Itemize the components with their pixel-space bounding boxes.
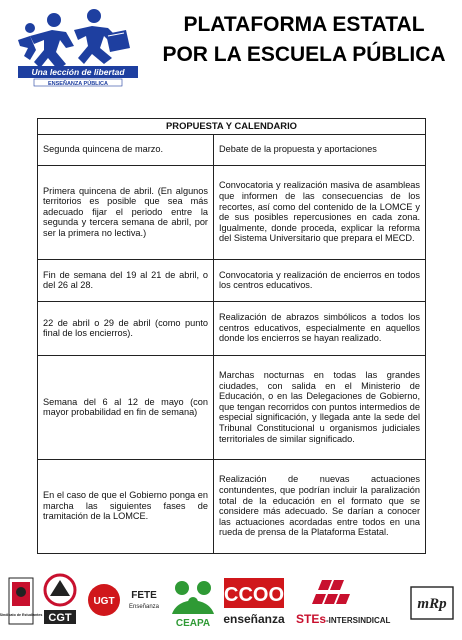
ceapa-text: CEAPA <box>175 618 211 629</box>
cgt-logo <box>40 572 80 632</box>
table-row <box>38 301 426 355</box>
page-title <box>150 10 458 70</box>
row-action: Realización de nuevas actuaciones contundentes, que podrían incluir la paralización total de la educación en el formato que se considere más adecuado. Se darían a conocer las actuaciones acordadas entre todos en una rueda de prensa de la Plataforma Estatal. <box>214 459 426 553</box>
ceapa-logo <box>168 574 218 632</box>
row-action: Convocatoria y realización de encierros en todos los centros educativos. <box>214 259 426 301</box>
ccoo-text: CCOO <box>224 584 284 606</box>
table-row <box>38 355 426 459</box>
row-date: En el caso de que el Gobierno ponga en marcha las siguientes fases de tramitación de la LOMCE. <box>38 459 214 553</box>
calendar-table <box>37 118 426 554</box>
logo-caption: Una lección de libertad <box>31 67 125 77</box>
table-row <box>38 134 426 165</box>
running-children-icon <box>8 6 148 96</box>
stes-subtext: -INTERSINDICAL <box>326 616 391 625</box>
row-action: Debate de la propuesta y aportaciones <box>214 134 426 165</box>
ugt-text: UGT <box>93 596 115 607</box>
table-row <box>38 259 426 301</box>
table-header-row <box>38 119 426 135</box>
row-date: Primera quincena de abril. (En algunos territorios es posible que sea más adecuado fijar el periodo entre la segunda y tercera semana de abril, por ser la primera no lectiva.) <box>38 165 214 259</box>
cgt-text: CGT <box>48 612 72 624</box>
table-row <box>38 165 426 259</box>
sindicato-estudiantes-logo <box>0 576 43 626</box>
row-date: Semana del 6 al 12 de mayo (con mayor probabilidad en fin de semana) <box>38 355 214 459</box>
title-line-1: PLATAFORMA ESTATAL <box>183 13 425 36</box>
stes-logo <box>292 574 396 632</box>
logo-subtitle: ENSEÑANZA PÚBLICA <box>48 81 108 87</box>
fete-text: FETE <box>131 590 157 601</box>
ccoo-logo <box>222 574 286 632</box>
ccoo-subtext: enseñanza <box>223 612 285 626</box>
row-date: Fin de semana del 19 al 21 de abril, o del 26 al 28. <box>38 259 214 301</box>
ugt-logo <box>86 574 122 632</box>
table-heading: PROPUESTA Y CALENDARIO <box>38 119 426 135</box>
row-action: Convocatoria y realización masiva de asambleas que informen de las consecuencias de los recortes, así como del contenido de la LOMCE y de sus posibles repercusiones en cada zona. Igualmente, donde proceda, explicar la reforma del Sistema Universitario que prepara el MECD. <box>214 165 426 259</box>
stes-text: STEs <box>296 612 327 626</box>
footer-logos <box>0 568 462 640</box>
row-action: Marchas nocturnas en todas las grandes ciudades, con salida en el Ministerio de Educación, o en las Delegaciones de Gobierno, que tengan recorridos con puntos intermedios de especial significación, y llegada ante la sede del Tribunal Constitucional u organismos judiciales territoriales de similar significado. <box>214 355 426 459</box>
fete-logo <box>122 582 166 622</box>
mrp-logo <box>410 586 454 620</box>
row-date: Segunda quincena de marzo. <box>38 134 214 165</box>
fete-subtext: Enseñanza <box>128 604 160 610</box>
title-line-2: POR LA ESCUELA PÚBLICA <box>162 43 446 66</box>
row-action: Realización de abrazos simbólicos a todos los centros educativos, especialmente en aquellos donde los encierros se hayan realizado. <box>214 301 426 355</box>
header-logo <box>8 6 148 96</box>
table-row <box>38 459 426 553</box>
sindicato-estudiantes-text: Sindicato de Estudiantes <box>0 613 43 617</box>
mrp-text: mRp <box>417 596 447 612</box>
row-date: 22 de abril o 29 de abril (como punto final de los encierros). <box>38 301 214 355</box>
